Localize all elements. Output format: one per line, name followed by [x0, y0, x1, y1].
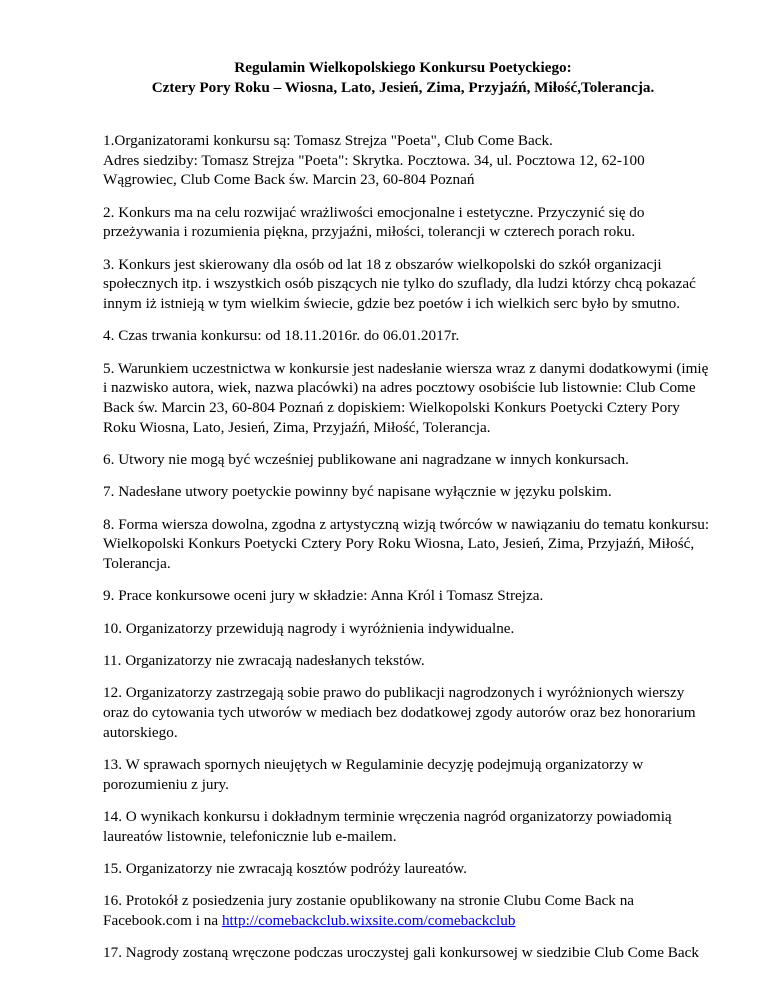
text-line: 4. Czas trwania konkursu: od 18.11.2016r. do 06.01.2017r.: [103, 327, 460, 345]
text-line: Back św. Marcin 23, 60-804 Poznań z dopiskiem: Wielkopolski Konkurs Poetycki Cztery Pory: [103, 399, 680, 417]
rule-6: [103, 450, 703, 470]
rule-5: [103, 359, 709, 438]
text-line: 10. Organizatorzy przewidują nagrody i wyróżnienia indywidualne.: [103, 619, 515, 637]
rule-3: [103, 255, 703, 314]
text-line: 8. Forma wiersza dowolna, zgodna z artystyczną wizją twórców w nawiązaniu do tematu konkursu:: [103, 515, 710, 533]
text-line: Adres siedziby: Tomasz Strejza "Poeta": Skrytka. Pocztowa. 34, ul. Pocztowa 12, 62-100: [103, 151, 645, 169]
text-line: społecznych itp. i wszystkich osób piszących nie tylko do szuflady, dla ludzi którzy chcą pokazać: [103, 275, 696, 293]
document-page: [103, 58, 710, 976]
text-line: 15. Organizatorzy nie zwracają kosztów podróży laureatów.: [103, 860, 467, 877]
text-line: oraz do cytowania tych utworów w mediach bez dodatkowej zgody autorów oraz bez honorarium: [103, 704, 696, 721]
rule-7: [103, 482, 703, 502]
rule-17: [103, 943, 703, 963]
text-line: 3. Konkurs jest skierowany dla osób od lat 18 z obszarów wielkopolski do szkół organizacji: [103, 255, 662, 273]
rule-13: [103, 755, 703, 794]
text-line: 12. Organizatorzy zastrzegają sobie prawo do publikacji nagrodzonych i wyróżnionych wierszy: [103, 684, 685, 702]
rules-list: [103, 131, 710, 963]
text-prefix: Facebook.com i na: [103, 912, 222, 929]
text-line: 1.Organizatorami konkursu są: Tomasz Strejza "Poeta", Club Come Back.: [103, 132, 553, 149]
text-line: innym iż istnieją w tym wielkim świecie, gdzie bez poetów i ich wielkich serc było by smutno.: [103, 295, 680, 313]
rule-16: [103, 891, 703, 930]
text-line: 2. Konkurs ma na celu rozwijać wrażliwości emocjonalne i estetyczne. Przyczynić się do: [103, 203, 645, 221]
title-line-2: Cztery Pory Roku – Wiosna, Lato, Jesień, Zima, Przyjaźń, Miłość,Tolerancja.: [151, 79, 655, 96]
rule-11: [103, 651, 703, 671]
rule-10: [103, 619, 703, 639]
text-line: Tolerancja.: [103, 555, 171, 573]
text-line: 11. Organizatorzy nie zwracają nadesłanych tekstów.: [103, 652, 425, 669]
rule-14: [103, 807, 703, 846]
rule-8: [103, 515, 710, 574]
rule-15: [103, 859, 703, 879]
title-line-1: Regulamin Wielkopolskiego Konkursu Poetyckiego:: [234, 59, 572, 76]
text-line: 9. Prace konkursowe oceni jury w składzie: Anna Król i Tomasz Strejza.: [103, 587, 544, 605]
text-line: 14. O wynikach konkursu i dokładnym terminie wręczenia nagród organizatorzy powiadomią: [103, 808, 672, 825]
rule-4: [103, 326, 703, 346]
text-line: 5. Warunkiem uczestnictwa w konkursie jest nadesłanie wiersza wraz z danymi dodatkowymi (imię: [103, 359, 709, 377]
text-line: autorskiego.: [103, 723, 178, 741]
text-line: 16. Protokół z posiedzenia jury zostanie opublikowany na stronie Clubu Come Back na: [103, 892, 635, 910]
rule-9: [103, 586, 703, 606]
rule-1: [103, 131, 703, 190]
text-line: 7. Nadesłane utwory poetyckie powinny być napisane wyłącznie w języku polskim.: [103, 483, 612, 501]
text-line: i nazwisko autora, wiek, nazwa placówki) na adres pocztowy osobiście lub listownie: Club Come: [103, 379, 696, 397]
text-line: laureatów listownie, telefonicznie lub e-mailem.: [103, 827, 397, 845]
club-website-link[interactable]: http://comebackclub.wixsite.com/comebackclub: [221, 912, 516, 929]
document-title: [103, 58, 703, 98]
text-line: Wągrowiec, Club Come Back św. Marcin 23, 60-804 Poznań: [103, 171, 475, 189]
text-line: 6. Utwory nie mogą być wcześniej publikowane ani nagradzane w innych konkursach.: [103, 451, 629, 469]
rule-12: [103, 683, 703, 742]
text-line: porozumieniu z jury.: [103, 775, 229, 793]
text-line: przeżywania i rozumienia piękna, przyjaźni, miłości, tolerancji w czterech porach roku.: [103, 223, 636, 241]
text-line: Roku Wiosna, Lato, Jesień, Zima, Przyjaźń, Miłość, Tolerancja.: [103, 418, 491, 436]
text-line: 17. Nagrody zostaną wręczone podczas uroczystej gali konkursowej w siedzibie Club Come Back: [103, 944, 699, 962]
rule-2: [103, 203, 703, 242]
text-line: Wielkopolski Konkurs Poetycki Cztery Pory Roku Wiosna, Lato, Jesień, Zima, Przyjaźń, Miłość,: [103, 535, 695, 553]
text-line: 13. W sprawach spornych nieujętych w Regulaminie decyzję podejmują organizatorzy w: [103, 756, 644, 773]
text-line: [103, 911, 703, 931]
